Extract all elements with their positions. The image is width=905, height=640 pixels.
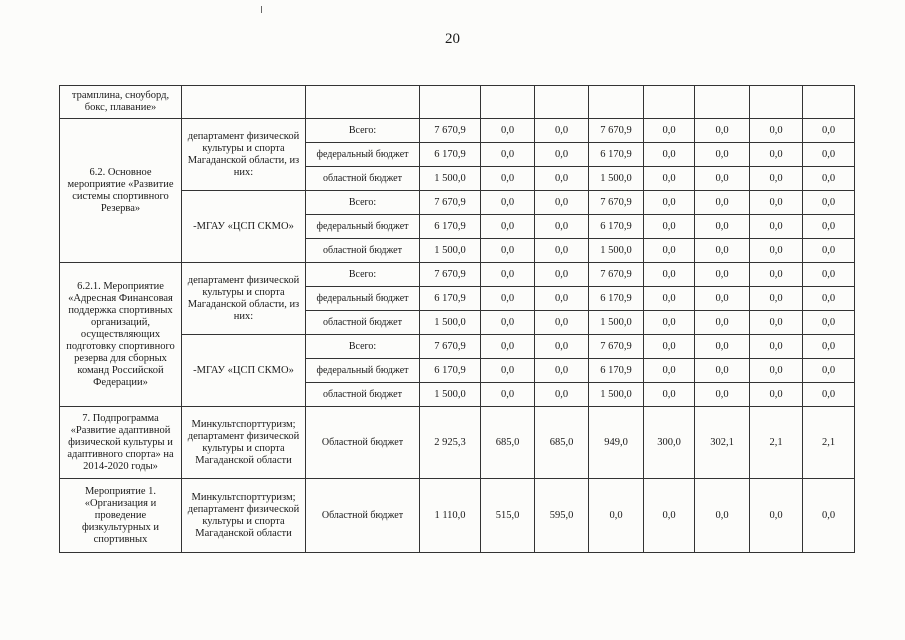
budget-source: Областной бюджет bbox=[306, 479, 420, 553]
amount-cell: 1 500,0 bbox=[589, 311, 644, 335]
amount-cell: 0,0 bbox=[750, 383, 803, 407]
amount-cell: 0,0 bbox=[644, 119, 695, 143]
amount-cell: 595,0 bbox=[535, 479, 589, 553]
amount-cell: 0,0 bbox=[535, 311, 589, 335]
amount-cell: 0,0 bbox=[535, 191, 589, 215]
amount-cell: 7 670,9 bbox=[420, 335, 481, 359]
amount-cell: 0,0 bbox=[803, 287, 855, 311]
amount-cell: 0,0 bbox=[695, 479, 750, 553]
amount-cell: 949,0 bbox=[589, 407, 644, 479]
amount-cell: 0,0 bbox=[535, 143, 589, 167]
amount-cell: 0,0 bbox=[535, 119, 589, 143]
amount-cell: 0,0 bbox=[803, 191, 855, 215]
amount-cell: 515,0 bbox=[481, 479, 535, 553]
empty-cell bbox=[306, 86, 420, 119]
budget-source: федеральный бюджет bbox=[306, 359, 420, 383]
amount-cell: 685,0 bbox=[481, 407, 535, 479]
amount-cell: 0,0 bbox=[750, 311, 803, 335]
table-row bbox=[60, 119, 855, 143]
amount-cell: 7 670,9 bbox=[420, 263, 481, 287]
amount-cell: 0,0 bbox=[589, 479, 644, 553]
amount-cell: 0,0 bbox=[481, 335, 535, 359]
table-body bbox=[60, 86, 855, 553]
budget-source: областной бюджет bbox=[306, 239, 420, 263]
amount-cell: 7 670,9 bbox=[589, 119, 644, 143]
activity-name: Мероприятие 1. «Организация и проведение физкультурных и спортивных bbox=[60, 479, 182, 553]
amount-cell: 0,0 bbox=[695, 287, 750, 311]
scan-mark bbox=[261, 6, 262, 13]
table-row bbox=[60, 86, 855, 119]
budget-source: областной бюджет bbox=[306, 311, 420, 335]
amount-cell: 0,0 bbox=[644, 215, 695, 239]
amount-cell: 0,0 bbox=[481, 263, 535, 287]
amount-cell: 0,0 bbox=[695, 191, 750, 215]
amount-cell: 0,0 bbox=[481, 215, 535, 239]
empty-cell bbox=[589, 86, 644, 119]
amount-cell: 2,1 bbox=[750, 407, 803, 479]
responsible-org: департамент физической культуры и спорта Магаданской области, из них: bbox=[182, 263, 306, 335]
empty-cell bbox=[695, 86, 750, 119]
empty-cell bbox=[535, 86, 589, 119]
amount-cell: 302,1 bbox=[695, 407, 750, 479]
table-row bbox=[60, 407, 855, 479]
amount-cell: 0,0 bbox=[695, 383, 750, 407]
amount-cell: 1 500,0 bbox=[589, 239, 644, 263]
amount-cell: 0,0 bbox=[481, 287, 535, 311]
budget-source: федеральный бюджет bbox=[306, 215, 420, 239]
amount-cell: 0,0 bbox=[695, 239, 750, 263]
amount-cell: 0,0 bbox=[695, 167, 750, 191]
empty-cell bbox=[750, 86, 803, 119]
amount-cell: 0,0 bbox=[750, 215, 803, 239]
amount-cell: 6 170,9 bbox=[589, 359, 644, 383]
budget-source: Областной бюджет bbox=[306, 407, 420, 479]
amount-cell: 6 170,9 bbox=[589, 215, 644, 239]
amount-cell: 0,0 bbox=[750, 167, 803, 191]
amount-cell: 0,0 bbox=[803, 167, 855, 191]
amount-cell: 0,0 bbox=[644, 311, 695, 335]
amount-cell: 0,0 bbox=[481, 191, 535, 215]
amount-cell: 0,0 bbox=[644, 239, 695, 263]
amount-cell: 0,0 bbox=[803, 479, 855, 553]
amount-cell: 0,0 bbox=[644, 383, 695, 407]
amount-cell: 0,0 bbox=[695, 335, 750, 359]
amount-cell: 0,0 bbox=[750, 287, 803, 311]
amount-cell: 0,0 bbox=[750, 239, 803, 263]
amount-cell: 300,0 bbox=[644, 407, 695, 479]
amount-cell: 0,0 bbox=[803, 311, 855, 335]
amount-cell: 1 500,0 bbox=[420, 239, 481, 263]
amount-cell: 0,0 bbox=[695, 359, 750, 383]
amount-cell: 0,0 bbox=[535, 215, 589, 239]
amount-cell: 0,0 bbox=[481, 119, 535, 143]
amount-cell: 6 170,9 bbox=[420, 143, 481, 167]
amount-cell: 0,0 bbox=[535, 335, 589, 359]
amount-cell: 0,0 bbox=[803, 383, 855, 407]
empty-cell bbox=[803, 86, 855, 119]
amount-cell: 0,0 bbox=[644, 191, 695, 215]
amount-cell: 0,0 bbox=[803, 215, 855, 239]
amount-cell: 0,0 bbox=[535, 383, 589, 407]
amount-cell: 0,0 bbox=[750, 359, 803, 383]
amount-cell: 7 670,9 bbox=[420, 119, 481, 143]
budget-source: областной бюджет bbox=[306, 167, 420, 191]
amount-cell: 0,0 bbox=[644, 479, 695, 553]
amount-cell: 6 170,9 bbox=[420, 359, 481, 383]
amount-cell: 6 170,9 bbox=[589, 143, 644, 167]
amount-cell: 1 500,0 bbox=[420, 383, 481, 407]
budget-source: областной бюджет bbox=[306, 383, 420, 407]
amount-cell: 0,0 bbox=[535, 167, 589, 191]
responsible-org: -МГАУ «ЦСП СКМО» bbox=[182, 335, 306, 407]
amount-cell: 6 170,9 bbox=[420, 287, 481, 311]
budget-source: Всего: bbox=[306, 119, 420, 143]
empty-cell bbox=[644, 86, 695, 119]
amount-cell: 2,1 bbox=[803, 407, 855, 479]
amount-cell: 0,0 bbox=[644, 359, 695, 383]
amount-cell: 0,0 bbox=[535, 263, 589, 287]
budget-source: федеральный бюджет bbox=[306, 143, 420, 167]
amount-cell: 0,0 bbox=[750, 479, 803, 553]
amount-cell: 0,0 bbox=[644, 335, 695, 359]
amount-cell: 1 110,0 bbox=[420, 479, 481, 553]
activity-name: 6.2. Основное мероприятие «Развитие системы спортивного Резерва» bbox=[60, 119, 182, 263]
amount-cell: 1 500,0 bbox=[420, 167, 481, 191]
responsible-org: департамент физической культуры и спорта Магаданской области, из них: bbox=[182, 119, 306, 191]
amount-cell: 0,0 bbox=[481, 359, 535, 383]
amount-cell: 0,0 bbox=[644, 167, 695, 191]
amount-cell: 0,0 bbox=[535, 239, 589, 263]
amount-cell: 0,0 bbox=[695, 143, 750, 167]
budget-source: Всего: bbox=[306, 191, 420, 215]
amount-cell: 685,0 bbox=[535, 407, 589, 479]
table-row bbox=[60, 479, 855, 553]
budget-source: Всего: bbox=[306, 335, 420, 359]
page-number: 20 bbox=[445, 31, 460, 47]
amount-cell: 0,0 bbox=[803, 143, 855, 167]
amount-cell: 0,0 bbox=[750, 335, 803, 359]
amount-cell: 0,0 bbox=[644, 287, 695, 311]
amount-cell: 0,0 bbox=[695, 215, 750, 239]
amount-cell: 7 670,9 bbox=[589, 263, 644, 287]
amount-cell: 2 925,3 bbox=[420, 407, 481, 479]
amount-cell: 7 670,9 bbox=[589, 191, 644, 215]
amount-cell: 0,0 bbox=[644, 263, 695, 287]
responsible-org: Минкультспорттуризм; департамент физической культуры и спорта Магаданской области bbox=[182, 479, 306, 553]
amount-cell: 0,0 bbox=[750, 191, 803, 215]
responsible-org: Минкультспорттуризм; департамент физической культуры и спорта Магаданской области bbox=[182, 407, 306, 479]
amount-cell: 0,0 bbox=[750, 263, 803, 287]
budget-source: Всего: bbox=[306, 263, 420, 287]
activity-name: 7. Подпрограмма «Развитие адаптивной физической культуры и адаптивного спорта» на 2014-2020 годы» bbox=[60, 407, 182, 479]
amount-cell: 0,0 bbox=[695, 263, 750, 287]
amount-cell: 0,0 bbox=[803, 359, 855, 383]
empty-cell bbox=[481, 86, 535, 119]
table-row bbox=[60, 263, 855, 287]
amount-cell: 0,0 bbox=[695, 311, 750, 335]
amount-cell: 1 500,0 bbox=[420, 311, 481, 335]
amount-cell: 7 670,9 bbox=[420, 191, 481, 215]
amount-cell: 0,0 bbox=[803, 335, 855, 359]
responsible-org: -МГАУ «ЦСП СКМО» bbox=[182, 191, 306, 263]
amount-cell: 1 500,0 bbox=[589, 167, 644, 191]
continued-cell: трамплина, сноуборд, бокс, плавание» bbox=[60, 86, 182, 119]
amount-cell: 0,0 bbox=[481, 167, 535, 191]
amount-cell: 6 170,9 bbox=[589, 287, 644, 311]
amount-cell: 0,0 bbox=[750, 119, 803, 143]
amount-cell: 0,0 bbox=[644, 143, 695, 167]
amount-cell: 7 670,9 bbox=[589, 335, 644, 359]
empty-cell bbox=[182, 86, 306, 119]
amount-cell: 0,0 bbox=[535, 359, 589, 383]
amount-cell: 0,0 bbox=[750, 143, 803, 167]
amount-cell: 0,0 bbox=[695, 119, 750, 143]
activity-name: 6.2.1. Мероприятие «Адресная Финансовая поддержка спортивных организаций, осуществляющих подготовку спортивного резерва для сборных команд Российской Федерации» bbox=[60, 263, 182, 407]
budget-table bbox=[59, 85, 855, 553]
budget-source: федеральный бюджет bbox=[306, 287, 420, 311]
amount-cell: 0,0 bbox=[481, 383, 535, 407]
amount-cell: 0,0 bbox=[803, 263, 855, 287]
amount-cell: 0,0 bbox=[803, 239, 855, 263]
empty-cell bbox=[420, 86, 481, 119]
amount-cell: 0,0 bbox=[803, 119, 855, 143]
amount-cell: 0,0 bbox=[535, 287, 589, 311]
amount-cell: 0,0 bbox=[481, 239, 535, 263]
amount-cell: 0,0 bbox=[481, 143, 535, 167]
amount-cell: 0,0 bbox=[481, 311, 535, 335]
amount-cell: 1 500,0 bbox=[589, 383, 644, 407]
amount-cell: 6 170,9 bbox=[420, 215, 481, 239]
